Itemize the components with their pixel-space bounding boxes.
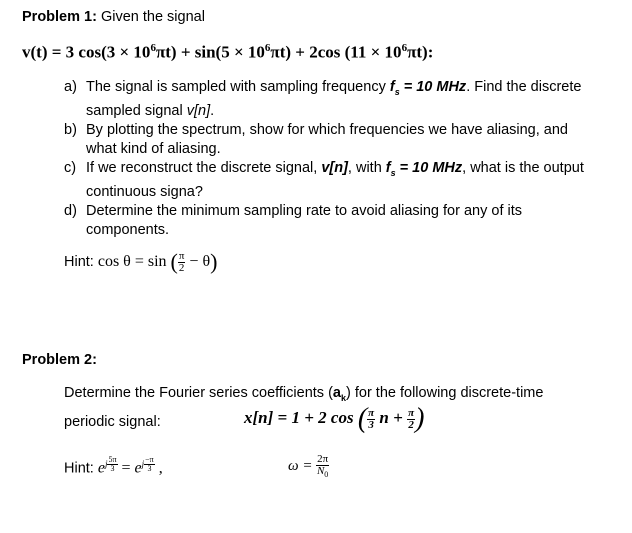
question-a-label: a) xyxy=(64,79,77,95)
problem2-hint xyxy=(64,456,163,477)
eq-exp-3: 6 xyxy=(401,42,408,54)
p2-frac1: $\frac{\pi}{3}$ xyxy=(368,406,375,431)
question-d-label: d) xyxy=(64,202,77,219)
problem2-title: Problem 2: xyxy=(22,352,97,368)
hint1-paren-close: ) xyxy=(210,249,218,274)
hint1-expr-right: − θ xyxy=(185,252,211,270)
p2-ak: $a_k$ xyxy=(332,385,346,403)
hint2-exp2: j −π 3 xyxy=(141,455,154,473)
qb-text1: By plotting the spectrum, show for which frequencies we have aliasing, and xyxy=(86,121,568,138)
question-d xyxy=(64,202,609,240)
hint2-eq: = xyxy=(117,459,135,477)
hint2-comma: , xyxy=(154,459,163,477)
qb-text2: what kind of aliasing. xyxy=(86,140,221,157)
p2-signal-lhs: x[n] = 1 + 2 cos xyxy=(244,407,354,427)
problem2-line2: periodic signal: xyxy=(64,414,161,430)
qd-text2: components. xyxy=(86,221,170,238)
hint1-fraction: $\frac{\pi}{2}$ xyxy=(178,249,185,274)
hint2-e2: e xyxy=(134,459,142,477)
qc-fs: $f_s = 10$ MHz xyxy=(385,159,463,178)
question-b-label: b) xyxy=(64,121,77,138)
question-a xyxy=(64,78,609,121)
qc-vn: v[n] xyxy=(321,159,348,176)
qa-text4: . xyxy=(210,102,215,119)
omega-lhs: ω = xyxy=(288,457,313,474)
qa-text2: . Find the discrete xyxy=(466,79,582,95)
eq-part-4: πt): xyxy=(407,42,434,62)
hint2-exp1: j 5π 3 xyxy=(104,455,117,473)
question-c xyxy=(64,159,609,202)
qc-text1: If we reconstruct the discrete signal, xyxy=(86,159,322,176)
p2-signal-n: n + xyxy=(379,407,403,427)
qc-text3: , what is the output xyxy=(462,159,584,176)
p2-paren-open: ( xyxy=(357,403,368,434)
problem1-title-rest: Given the signal xyxy=(96,9,205,25)
eq-exp-2: 6 xyxy=(264,42,271,54)
problem1-title-bold: Problem 1: xyxy=(22,9,97,25)
qa-fs: $f_s = 10$ MHz xyxy=(389,79,467,97)
qa-vn: v[n] xyxy=(186,102,211,119)
signal-equation xyxy=(22,42,433,63)
qc-text2: , with xyxy=(347,159,386,176)
omega-formula xyxy=(288,454,329,479)
qd-text1: Determine the minimum sampling rate to avoid aliasing for any of its xyxy=(86,202,522,219)
p2-frac2: $\frac{\pi}{2}$ xyxy=(408,406,415,431)
eq-exp-1: 6 xyxy=(150,42,156,54)
eq-part-2: πt) + sin(5 × 10 xyxy=(155,42,265,62)
omega-fraction: $\frac{2\pi}{N_0}$ xyxy=(316,453,329,480)
problem1-hint xyxy=(64,249,217,275)
p2-line1-pre: Determine the Fourier series coefficients ( xyxy=(64,385,333,401)
qa-text1: The signal is sampled with sampling frequency xyxy=(86,79,390,95)
problem2-line1 xyxy=(64,385,543,403)
hint1-paren-open: ( xyxy=(170,249,178,274)
question-c-label: c) xyxy=(64,159,77,176)
qc-text4: continuous signa? xyxy=(86,183,203,200)
eq-part-1: v(t) = 3 cos(3 × 10 xyxy=(22,42,151,62)
problem1-title xyxy=(22,9,205,25)
hint2-e1: e xyxy=(97,459,105,477)
hint1-expr-left: cos θ = sin xyxy=(97,252,171,270)
qa-text3: sampled signal xyxy=(86,102,187,119)
hint1-label: Hint: xyxy=(64,253,98,270)
p2-line1-post: ) for the following discrete-time xyxy=(346,385,544,401)
question-b xyxy=(64,121,609,159)
eq-part-3: πt) + 2cos (11 × 10 xyxy=(270,42,402,62)
problem2-signal xyxy=(244,403,424,435)
problem1-questions xyxy=(64,78,609,240)
hint2-label: Hint: xyxy=(64,460,98,477)
p2-paren-close: ) xyxy=(415,403,425,434)
